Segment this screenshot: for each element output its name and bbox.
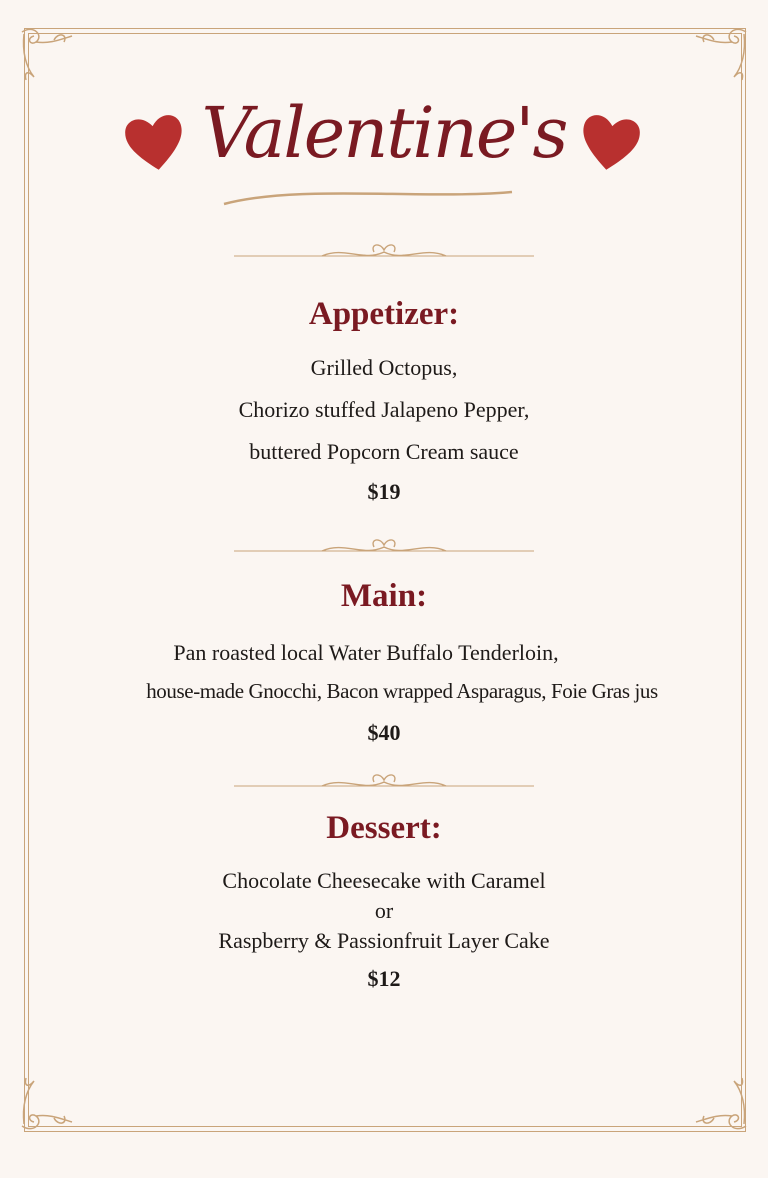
menu-title: Valentine's (201, 92, 567, 174)
menu-item-line: Raspberry & Passionfruit Layer Cake (218, 928, 550, 953)
section-heading-appetizer: Appetizer: (308, 296, 460, 332)
menu-item-line: Grilled Octopus, (310, 355, 458, 380)
ornament-divider (234, 772, 534, 796)
menu-item-line: or (374, 898, 394, 923)
corner-flourish-icon (14, 1066, 74, 1136)
corner-flourish-icon (694, 22, 754, 92)
menu-item-line: house-made Gnocchi, Bacon wrapped Asparagus, Foie Gras jus (146, 679, 658, 703)
price-main: $40 (367, 720, 401, 745)
menu-item-line: Pan roasted local Water Buffalo Tenderloin, (173, 640, 559, 665)
price-dessert: $12 (367, 966, 401, 991)
section-heading-main: Main: (340, 578, 428, 614)
ornament-divider (234, 537, 534, 561)
title-swoosh (220, 186, 520, 208)
corner-flourish-icon (694, 1066, 754, 1136)
price-appetizer: $19 (367, 479, 401, 504)
section-heading-dessert: Dessert: (326, 810, 442, 846)
menu-item-line: buttered Popcorn Cream sauce (249, 439, 519, 464)
menu-item-line: Chocolate Cheesecake with Caramel (222, 868, 546, 893)
ornament-divider (234, 242, 534, 266)
corner-flourish-icon (14, 22, 74, 92)
menu-item-line: Chorizo stuffed Jalapeno Pepper, (238, 397, 530, 422)
